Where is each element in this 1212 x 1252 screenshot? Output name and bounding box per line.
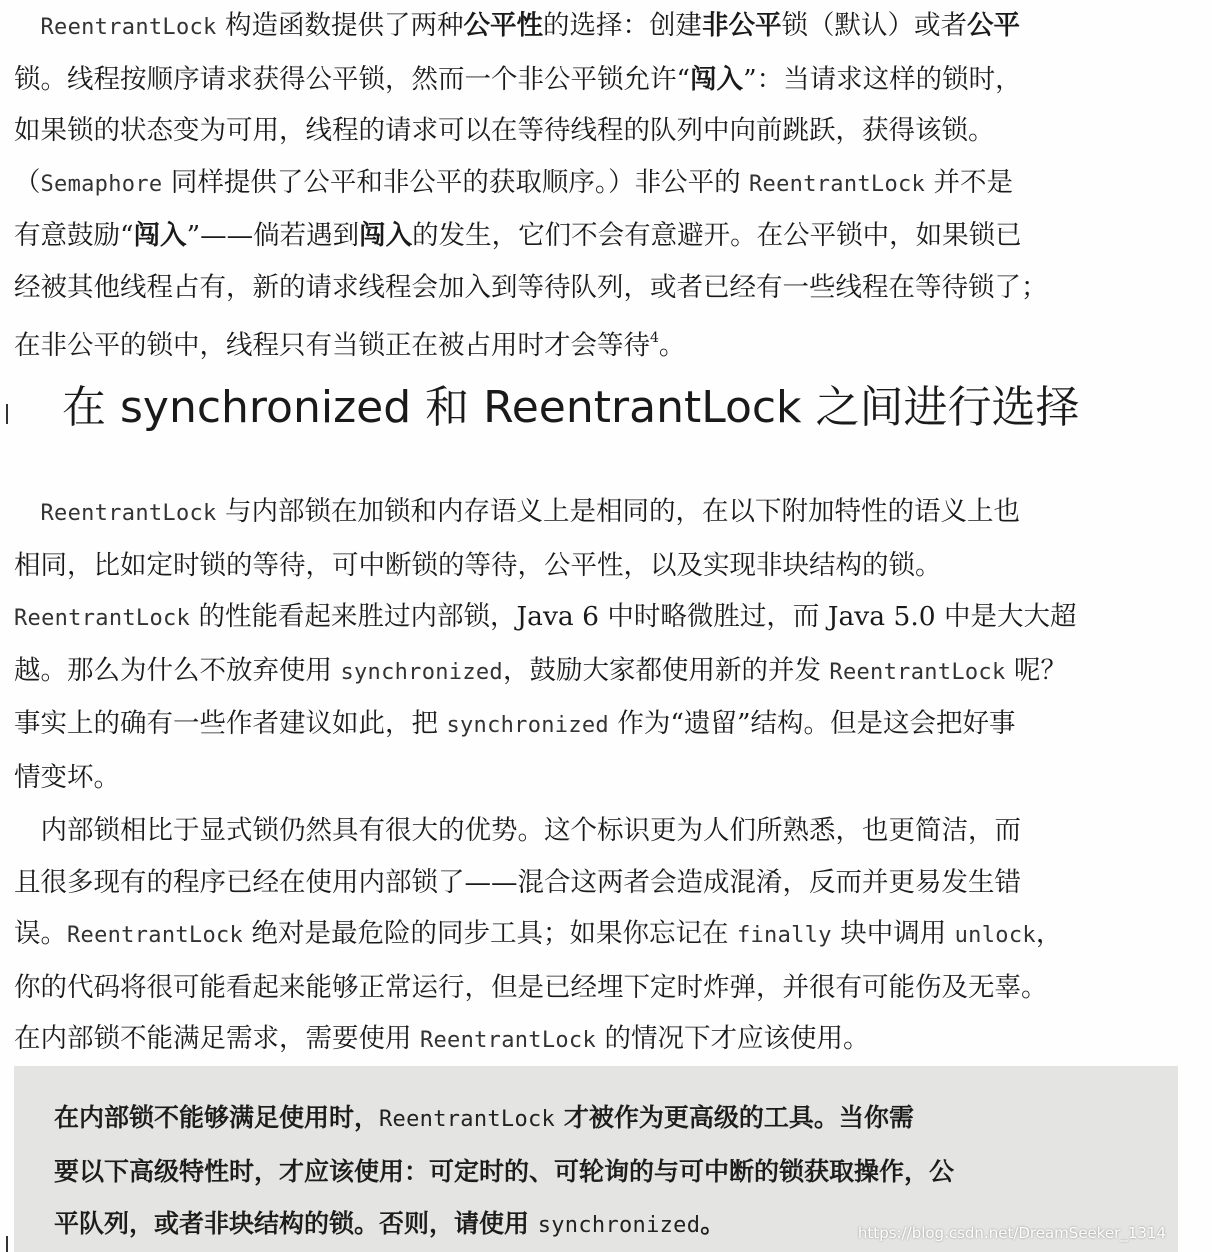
text-line	[14, 805, 1182, 857]
text-span: 并不是	[925, 166, 1014, 198]
watermark: https://blog.csdn.net/DreamSeeker_1314	[857, 1224, 1166, 1242]
text-line	[14, 313, 1182, 372]
text-span: 相同，比如定时锁的等待，可中断锁的等待，公平性，以及实现非块结构的锁。	[14, 549, 942, 581]
code-term: ReentrantLock	[379, 1107, 556, 1132]
scan-margin-mark-bottom	[6, 1236, 8, 1252]
text-span: 误。	[14, 918, 67, 949]
text-span: 锁。线程按顺序请求获得公平锁，然而一个非公平锁允许“	[14, 63, 691, 95]
text-span: 在非公平的锁中，线程只有当锁正在被占用时才会等待	[14, 330, 650, 361]
paragraph-comparison	[14, 486, 1182, 803]
text-span: 事实上的确有一些作者建议如此，把	[14, 708, 447, 739]
text-line	[14, 752, 1182, 804]
text-line	[54, 1146, 1144, 1198]
bold-term: 公平性	[463, 10, 544, 41]
text-span: 绝对是最危险的同步工具；如果你忘记在	[243, 918, 737, 949]
code-term: synchronized	[537, 1213, 701, 1238]
text-line	[14, 105, 1182, 157]
paragraph-intrinsic-advantages	[14, 805, 1182, 1067]
code-term: ReentrantLock	[67, 923, 244, 948]
text-span: 锁（默认）或者	[781, 10, 968, 41]
text-span: 平队列，或者非块结构的锁。否则，请使用	[54, 1209, 538, 1238]
text-span: 同样提供了公平和非公平的获取顺序。）非公平的	[162, 166, 750, 198]
text-span: 你的代码将很可能看起来能够正常运行，但是已经埋下定时炸弹，并很有可能伤及无辜。	[14, 971, 1048, 1003]
text-line	[14, 962, 1182, 1014]
text-line	[14, 0, 1182, 54]
text-span: 的发生，它们不会有意避开。在公平锁中，如果锁已	[412, 220, 1022, 251]
text-span: 构造函数提供了两种	[216, 10, 464, 41]
text-span: 如果锁的状态变为可用，线程的请求可以在等待线程的队列中向前跳跃，获得该锁。	[14, 115, 995, 146]
paragraph-fairness	[14, 0, 1182, 372]
text-span: 有意鼓励“	[14, 220, 134, 251]
code-term: ReentrantLock	[749, 171, 926, 197]
text-line	[14, 645, 1182, 699]
text-line	[14, 857, 1182, 909]
code-term: ReentrantLock	[40, 15, 217, 40]
code-term: synchronized	[340, 659, 503, 685]
text-span: 且很多现有的程序已经在使用内部锁了——混合这两者会造成混淆，反而并更易发生错	[14, 866, 1021, 898]
footnote-marker: 4	[650, 330, 659, 346]
section-heading: 在 synchronized 和 ReentrantLock 之间进行选择	[62, 382, 1080, 433]
bold-term: 非公平	[702, 10, 782, 41]
text-line	[14, 262, 1182, 314]
bold-term: 闯入	[359, 220, 413, 251]
text-span: （	[14, 166, 41, 198]
text-span: 在内部锁不能满足需求，需要使用	[14, 1023, 420, 1054]
text-span: ，	[1035, 918, 1063, 949]
callout-box	[14, 1066, 1178, 1252]
bold-term: 闯入	[133, 220, 187, 251]
bold-term: 闯入	[690, 63, 744, 95]
code-term: ReentrantLock	[14, 606, 191, 631]
text-line	[14, 210, 1182, 262]
text-span: 的选择：创建	[543, 10, 703, 41]
text-line	[54, 1092, 1144, 1146]
scan-margin-mark	[6, 404, 8, 424]
code-term: finally	[736, 923, 832, 948]
code-term: ReentrantLock	[40, 501, 217, 526]
text-span: 与内部锁在加锁和内存语义上是相同的，在以下附加特性的语义上也	[216, 496, 1021, 527]
text-span: ，鼓励大家都使用新的并发	[502, 654, 830, 686]
text-span: 在内部锁不能够满足使用时，	[54, 1103, 380, 1132]
code-term: synchronized	[446, 713, 609, 738]
bold-term: 公平	[967, 10, 1021, 41]
code-term: Semaphore	[40, 171, 163, 197]
text-span: 的性能看起来胜过内部锁，Java 6 中时略微胜过，而 Java 5.0 中是大大超	[190, 601, 1077, 632]
text-span: 。	[658, 330, 686, 361]
text-span: ”：当请求这样的锁时，	[743, 63, 1022, 95]
text-span: 经被其他线程占有，新的请求线程会加入到等待队列，或者已经有一些线程在等待锁了；	[14, 271, 1048, 303]
text-line	[14, 698, 1182, 752]
text-line	[14, 540, 1182, 592]
text-line	[14, 908, 1182, 962]
text-span: 。	[700, 1209, 726, 1238]
code-term: unlock	[954, 923, 1036, 948]
code-term: ReentrantLock	[829, 659, 1006, 685]
text-span: 要以下高级特性时，才应该使用：可定时的、可轮询的与可中断的锁获取操作，公	[54, 1157, 955, 1186]
text-span: 的情况下才应该使用。	[596, 1023, 870, 1054]
code-term: ReentrantLock	[419, 1028, 597, 1053]
text-span: 作为“遗留”结构。但是这会把好事	[608, 708, 1016, 739]
text-line	[14, 486, 1182, 540]
text-span: 呢？	[1005, 654, 1067, 686]
text-line	[14, 157, 1182, 211]
text-span: 内部锁相比于显式锁仍然具有很大的优势。这个标识更为人们所熟悉，也更简洁，而	[14, 815, 1021, 846]
text-span: ”——倘若遇到	[186, 220, 360, 251]
text-line	[14, 1013, 1182, 1067]
text-span: 情变坏。	[14, 761, 120, 793]
text-span: 才被作为更高级的工具。当你需	[555, 1103, 914, 1132]
text-span: 块中调用	[831, 918, 955, 949]
text-line	[14, 591, 1182, 645]
text-line	[14, 54, 1182, 106]
text-span: 越。那么为什么不放弃使用	[14, 654, 341, 686]
